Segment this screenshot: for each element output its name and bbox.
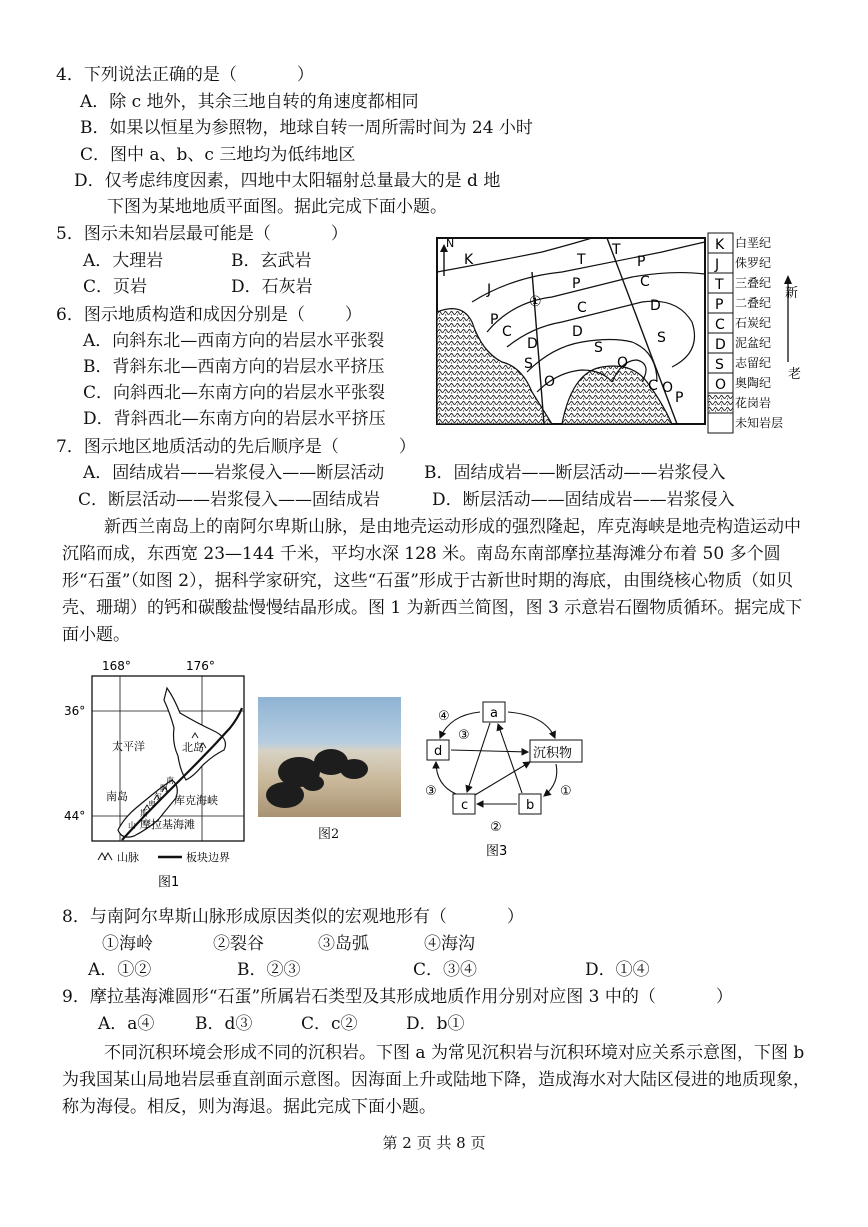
node-c: c — [461, 798, 469, 813]
q6-option-d: D．背斜西北—东南方向的岩层水平挤压 — [83, 409, 386, 429]
geo-map-intro: 下图为某地地质平面图。据此完成下面小题。 — [107, 197, 447, 217]
node-b: b — [526, 798, 535, 813]
mountain-legend-label: 山脉 — [117, 851, 139, 864]
q9-option-d: D．b① — [406, 1014, 465, 1034]
svg-text:C: C — [715, 317, 725, 333]
q4-option-c: C．图中 a、b、c 三地均为低纬地区 — [80, 145, 356, 165]
q6-option-c: C．向斜西北—东南方向的岩层水平张裂 — [83, 383, 386, 403]
arrow-label-3: ③ — [458, 728, 470, 743]
stratum-label: J — [487, 282, 492, 298]
q8-item-2: ②裂谷 — [213, 934, 264, 954]
rock-cycle-diagram — [420, 695, 600, 860]
arrow-label-4: ④ — [438, 709, 450, 724]
q9-option-b: B．d③ — [195, 1014, 253, 1034]
q5-option-b: B．玄武岩 — [231, 251, 312, 271]
moeraki-label: 摩拉基海滩 — [140, 818, 195, 831]
svg-text:J: J — [715, 257, 720, 273]
alps-label: 卑 — [148, 800, 156, 809]
stratigraphic-legend — [708, 233, 783, 433]
stratum-label: C — [577, 300, 587, 316]
arrow-label-3: ③ — [425, 784, 437, 799]
cook-strait-label: 库克海峡 — [174, 794, 218, 807]
stratum-label: S — [657, 330, 666, 346]
stratum-label: S — [524, 356, 533, 372]
q6-stem: 6．图示地质构造和成因分别是（ ） — [56, 305, 362, 325]
q9-option-a: A．a④ — [98, 1014, 155, 1034]
alps-label: 斯 — [140, 809, 148, 818]
q4-stem: 4．下列说法正确的是（ ） — [56, 65, 314, 85]
svg-text:侏罗纪: 侏罗纪 — [735, 256, 772, 270]
svg-text:K: K — [715, 237, 725, 253]
alps-label: 南 — [166, 776, 174, 785]
svg-text:S: S — [715, 357, 724, 373]
stratum-label: D — [650, 298, 661, 314]
stratum-label: T — [577, 252, 586, 268]
lon-168-label: 168° — [102, 659, 131, 673]
plate-boundary-legend-label: 板块边界 — [186, 851, 230, 864]
q6-option-b: B．背斜东北—西南方向的岩层水平挤压 — [83, 357, 385, 377]
node-d: d — [434, 744, 443, 759]
stratum-label: C — [502, 324, 512, 340]
q5-option-d: D．石灰岩 — [231, 277, 313, 297]
svg-text:未知岩层: 未知岩层 — [735, 416, 784, 430]
geologic-map — [432, 232, 812, 437]
stratum-label: S — [594, 340, 603, 356]
node-sediment: 沉积物 — [533, 746, 573, 761]
lon-176-label: 176° — [186, 659, 215, 673]
q4-option-b: B．如果以恒星为参照物，地球自转一周所需时间为 24 小时 — [80, 118, 533, 138]
q4-option-d: D．仅考虑纬度因素，四地中太阳辐射总量最大的是 d 地 — [74, 171, 501, 191]
svg-text:二叠纪: 二叠纪 — [735, 296, 772, 310]
fig2-caption: 图2 — [318, 827, 340, 842]
north-label: N — [446, 237, 455, 250]
svg-text:T: T — [715, 277, 724, 293]
north-island-label: 北岛 — [182, 741, 204, 754]
q6-option-a: A．向斜东北—西南方向的岩层水平张裂 — [83, 331, 385, 351]
alps-label: 阿 — [160, 784, 168, 793]
svg-text:O: O — [715, 377, 727, 393]
stratum-label: T — [612, 242, 621, 258]
q5-option-c: C．页岩 — [83, 277, 148, 297]
pacific-label: 太平洋 — [112, 740, 145, 753]
svg-text:白垩纪: 白垩纪 — [735, 236, 772, 250]
svg-text:三叠纪: 三叠纪 — [735, 276, 772, 290]
nz-passage: 新西兰南岛上的南阿尔卑斯山脉，是由地壳运动形成的强烈隆起，库克海峡是地壳构造运动中沉陷而成，东西宽 23—144 千米，平均水深 128 米。南岛东南部摩拉基海滩分布着 50 多个圆形“石蛋”（如图 2），据科学家研究，这些“石蛋”形成于古新世时期的海底，由围绕核心物质（如贝壳、珊瑚）的钙和碳酸盐慢慢结晶形成。图 1 为新西兰简图，图 3 示意岩石圈物质循环。据完成下面小题。 — [62, 517, 803, 645]
moeraki-boulders-photo — [258, 697, 401, 817]
old-label: 老 — [788, 367, 802, 382]
lat-44-label: 44° — [64, 809, 86, 823]
svg-text:D: D — [715, 337, 726, 353]
q8-item-3: ③岛弧 — [318, 934, 369, 954]
stratum-label: ① — [529, 294, 542, 310]
alps-label: 尔 — [154, 792, 162, 801]
nz-map — [62, 658, 252, 893]
south-island-label: 南岛 — [106, 790, 128, 803]
svg-text:奥陶纪: 奥陶纪 — [735, 376, 772, 390]
q7-option-d: D．断层活动——固结成岩——岩浆侵入 — [432, 490, 735, 510]
fig3-caption: 图3 — [486, 844, 508, 859]
stratum-label: D — [572, 324, 583, 340]
node-a: a — [490, 706, 498, 721]
sedimentary-passage: 不同沉积环境会形成不同的沉积岩。下图 a 为常见沉积岩与沉积环境对应关系示意图，下图 b 为我国某山局地岩层垂直剖面示意图。因海面上升或陆地下降，造成海水对大陆区侵进的地质现象，称为海侵。相反，则为海退。据此完成下面小题。 — [62, 1043, 810, 1117]
q8-stem: 8．与南阿尔卑斯山脉形成原因类似的宏观地形有（ ） — [62, 907, 524, 927]
page-footer: 第 2 页 共 8 页 — [382, 1134, 486, 1152]
q8-option-a: A．①② — [88, 960, 152, 980]
new-label: 新 — [785, 286, 799, 301]
mountain-legend-icon — [98, 853, 112, 860]
q8-option-b: B．②③ — [237, 960, 301, 980]
stratum-label: P — [572, 276, 581, 292]
q4-option-a: A．除 c 地外，其余三地自转的角速度都相同 — [80, 92, 419, 112]
q8-item-1: ①海岭 — [102, 934, 153, 954]
svg-text:花岗岩: 花岗岩 — [735, 396, 772, 410]
stratum-label: P — [675, 390, 684, 406]
stratum-label: C — [648, 378, 658, 394]
lat-36-label: 36° — [64, 704, 86, 718]
arrow-label-2: ② — [490, 820, 502, 835]
alps-label: 山 — [128, 821, 136, 830]
q5-stem: 5．图示未知岩层最可能是（ ） — [56, 224, 348, 244]
stratum-label: K — [464, 252, 474, 268]
svg-text:P: P — [715, 297, 724, 313]
svg-text:石炭纪: 石炭纪 — [735, 316, 772, 330]
q8-item-4: ④海沟 — [424, 934, 475, 954]
stratum-label: P — [490, 312, 499, 328]
stratum-label: C — [640, 274, 650, 290]
stratum-label: O — [662, 380, 674, 396]
q7-option-a: A．固结成岩——岩浆侵入——断层活动 — [83, 463, 385, 483]
arrow-label-1: ① — [560, 784, 572, 799]
q5-option-a: A．大理岩 — [83, 251, 164, 271]
svg-text:志留纪: 志留纪 — [735, 356, 772, 370]
stratum-label: D — [527, 336, 538, 352]
q9-option-c: C．c② — [301, 1014, 358, 1034]
fig1-caption: 图1 — [158, 875, 180, 890]
q7-stem: 7．图示地区地质活动的先后顺序是（ ） — [56, 437, 416, 457]
q7-option-c: C．断层活动——岩浆侵入——固结成岩 — [78, 490, 381, 510]
q7-option-b: B．固结成岩——断层活动——岩浆侵入 — [424, 463, 726, 483]
q8-option-c: C．③④ — [413, 960, 478, 980]
stratum-label: O — [544, 374, 556, 390]
stratum-label: O — [617, 355, 629, 371]
q9-stem: 9．摩拉基海滩圆形“石蛋”所属岩石类型及其形成地质作用分别对应图 3 中的（ ） — [62, 987, 733, 1007]
q8-option-d: D．①④ — [585, 960, 650, 980]
svg-text:泥盆纪: 泥盆纪 — [735, 336, 772, 350]
stratum-label: P — [637, 254, 646, 270]
